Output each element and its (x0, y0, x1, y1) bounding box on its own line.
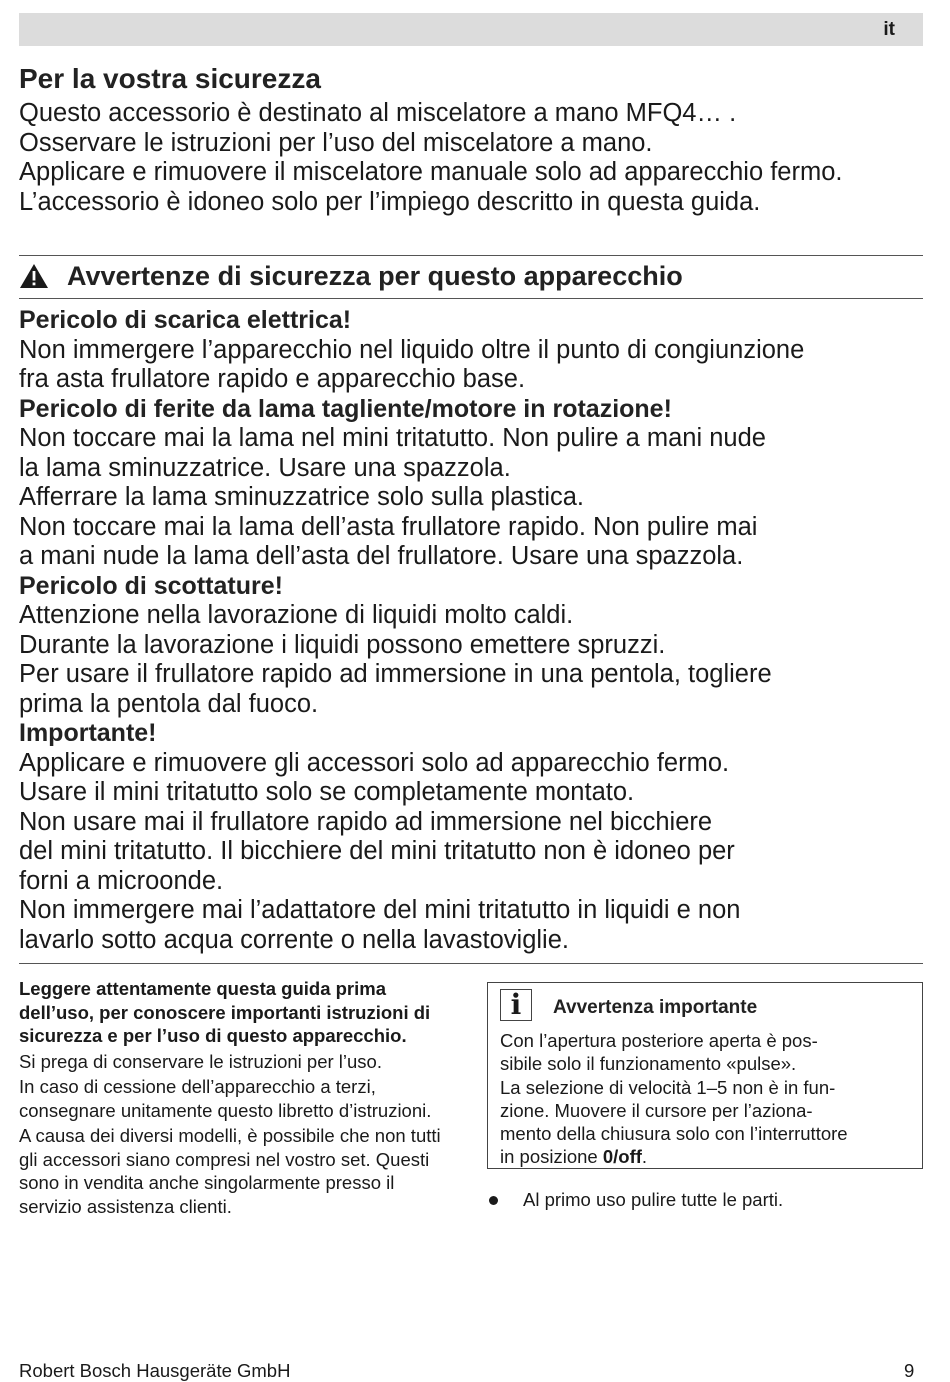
general-instructions (19, 977, 459, 1220)
section-title-safety: Per la vostra sicurezza (19, 63, 321, 94)
hazard-heading: Pericolo di scottature! (19, 571, 283, 600)
hazard-heading: Pericolo di ferite da lama tagliente/motore in rotazione! (19, 394, 672, 423)
read-instructions-notice: Leggere attentamente questa guida prima dell’uso, per conoscere importanti istruzioni di sicurezza e per l’uso di questo apparecchio. (19, 978, 431, 1046)
important-note-box (487, 982, 923, 1169)
divider (19, 963, 923, 964)
safety-instructions (19, 306, 924, 955)
intro-line: L’accessorio è idoneo solo per l’impiego descritto in questa guida. (19, 187, 761, 216)
intro-text (19, 99, 924, 217)
info-icon: i (500, 989, 532, 1021)
note-line: Con l’apertura posteriore aperta è pos- sibile solo il funzionamento «pulse». (500, 1030, 818, 1075)
intro-line: Questo accessorio è destinato al miscelatore a mano MFQ4… . (19, 99, 737, 127)
divider (19, 298, 923, 299)
warning-triangle-icon (19, 263, 49, 289)
language-bar (19, 13, 923, 46)
hazard-text: Non immergere l’apparecchio nel liquido oltre il punto di congiunzione fra asta frullatore rapido e apparecchio base. (19, 335, 805, 393)
instruction-paragraph: Si prega di conservare le istruzioni per l’uso. (19, 1050, 382, 1072)
note-body (500, 1029, 914, 1169)
hazard-heading: Pericolo di scarica elettrica! (19, 306, 352, 334)
divider (19, 255, 923, 256)
hazard-text: Attenzione nella lavorazione di liquidi molto caldi. Durante la lavorazione i liquidi possono emettere spruzzi. Per usare il frullatore rapido ad immersione in una pentola, togliere prima la pentola dal fuoco. (19, 601, 772, 718)
note-title: Avvertenza importante (553, 997, 758, 1018)
footer-company: Robert Bosch Hausgeräte GmbH (19, 1360, 291, 1381)
bullet-text: Al primo uso pulire tutte le parti. (523, 1189, 784, 1210)
instruction-paragraph: In caso di cessione dell’apparecchio a terzi, consegnare unitamente questo libretto d’istruzioni. (19, 1076, 432, 1121)
hazard-text: Applicare e rimuovere gli accessori solo ad apparecchio fermo. Usare il mini tritatutto solo se completamente montato. Non usare mai il frullatore rapido ad immersione nel bicchiere del mini tritatutto. Il bicchiere del mini tritatutto non è idoneo per forni a microonde. Non immergere mai l’adattatore del mini tritatutto in liquidi e non lavarlo sotto acqua corrente o nella lavastoviglie. (19, 748, 741, 954)
note-line: La selezione di velocità 1–5 non è in fun- zione. Muovere il cursore per l’aziona- mento della chiusura solo con l’interruttore in posizione 0/off. (500, 1076, 848, 1168)
intro-line: Osservare le istruzioni per l’uso del miscelatore a mano. (19, 128, 653, 157)
language-code: it (883, 19, 895, 40)
hazard-text: Non toccare mai la lama nel mini tritatutto. Non pulire a mani nude la lama sminuzzatrice. Usare una spazzola. Afferrare la lama sminuzzatrice solo sulla plastica. Non toccare mai la lama dell’asta frullatore rapido. Non pulire mai a mani nude la lama dell’asta del frullatore. Usare una spazzola. (19, 424, 766, 570)
instruction-paragraph: A causa dei diversi modelli, è possibile che non tutti gli accessori siano compresi nel vostro set. Questi sono in vendita anche singolarmente presso il servizio assistenza clienti. (19, 1125, 441, 1217)
warnings-title (19, 259, 683, 293)
intro-line: Applicare e rimuovere il miscelatore manuale solo ad apparecchio fermo. (19, 158, 843, 186)
bullet-dot-icon (489, 1196, 498, 1205)
page-number: 9 (904, 1360, 915, 1381)
hazard-heading: Importante! (19, 719, 157, 747)
switch-position: 0/off (602, 1146, 642, 1168)
warnings-title-text: Avvertenze di sicurezza per questo apparecchio (67, 261, 683, 291)
